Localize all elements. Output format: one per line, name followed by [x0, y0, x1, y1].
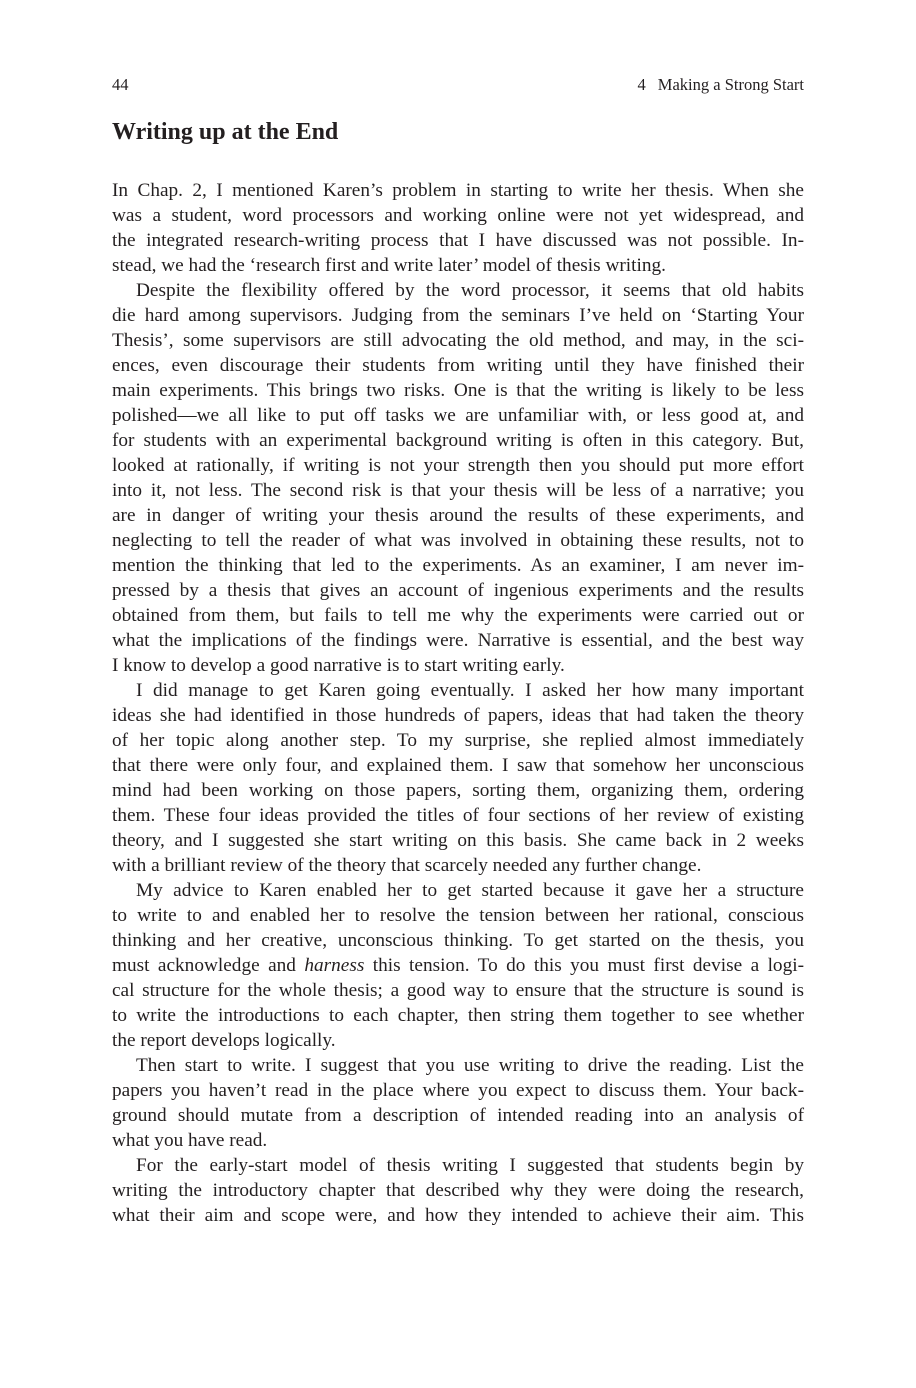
- text-line: them. These four ideas provided the titles of four sections of her review of existing: [112, 805, 804, 826]
- text-segment: this tension. To do this you must first devise a logi-: [364, 955, 804, 976]
- text-line: to write to and enabled her to resolve the tension between her rational, conscious: [112, 905, 804, 926]
- text-line: to write the introductions to each chapter, then string them together to see whether: [112, 1005, 804, 1026]
- chapter-title: Making a Strong Start: [657, 75, 804, 94]
- text-line: ideas she had identified in those hundreds of papers, ideas that had taken the theory: [112, 705, 804, 726]
- text-line: For the early-start model of thesis writing I suggested that students begin by: [136, 1155, 804, 1176]
- text-line: ground should mutate from a description of intended reading into an analysis of: [112, 1105, 804, 1126]
- text-line: the integrated research-writing process that I have discussed was not possible. In-: [112, 230, 804, 251]
- text-line: of her topic along another step. To my surprise, she replied almost immediately: [112, 730, 804, 751]
- text-line: for students with an experimental background writing is often in this category. But,: [112, 430, 804, 451]
- text-line: I did manage to get Karen going eventually. I asked her how many important: [136, 680, 804, 701]
- text-line: neglecting to tell the reader of what was involved in obtaining these results, not to: [112, 530, 804, 551]
- text-line: Despite the flexibility offered by the word processor, it seems that old habits: [136, 280, 804, 301]
- text-segment: must acknowledge and: [112, 955, 305, 976]
- text-line: obtained from them, but fails to tell me why the experiments were carried out or: [112, 605, 804, 626]
- text-line: In Chap. 2, I mentioned Karen’s problem in starting to write her thesis. When she: [112, 180, 804, 201]
- text-line: are in danger of writing your thesis around the results of these experiments, and: [112, 505, 804, 526]
- text-line: papers you haven’t read in the place where you expect to discuss them. Your back-: [112, 1080, 804, 1101]
- text-line: pressed by a thesis that gives an account of ingenious experiments and the results: [112, 580, 804, 601]
- text-line: into it, not less. The second risk is that your thesis will be less of a narrative; you: [112, 480, 804, 501]
- text-line: die hard among supervisors. Judging from the seminars I’ve held on ‘Starting Your: [112, 305, 804, 326]
- text-line-with-emphasis: [112, 953, 804, 978]
- text-line: was a student, word processors and working online were not yet widespread, and: [112, 205, 804, 226]
- paragraph-4: [112, 878, 804, 1053]
- page-number: 44: [112, 75, 129, 94]
- paragraph-6: [112, 1153, 804, 1228]
- text-line: thinking and her creative, unconscious thinking. To get started on the thesis, you: [112, 930, 804, 951]
- text-line: with a brilliant review of the theory that scarcely needed any further change.: [112, 855, 702, 876]
- text-line: looked at rationally, if writing is not your strength then you should put more effort: [112, 455, 804, 476]
- text-line: Thesis’, some supervisors are still advocating the old method, and may, in the sci-: [112, 330, 804, 351]
- section-heading: Writing up at the End: [112, 119, 339, 145]
- text-line: polished—we all like to put off tasks we are unfamiliar with, or less good at, and: [112, 405, 804, 426]
- text-line: theory, and I suggested she start writing on this basis. She came back in 2 weeks: [112, 830, 804, 851]
- text-line: the report develops logically.: [112, 1030, 336, 1051]
- text-line: My advice to Karen enabled her to get started because it gave her a structure: [136, 880, 804, 901]
- text-line: mention the thinking that led to the experiments. As an examiner, I am never im-: [112, 555, 804, 576]
- body-text: [112, 178, 804, 1228]
- text-line: cal structure for the whole thesis; a good way to ensure that the structure is sound is: [112, 980, 804, 1001]
- text-line: what their aim and scope were, and how they intended to achieve their aim. This: [112, 1205, 804, 1226]
- paragraph-1: [112, 178, 804, 278]
- paragraph-3: [112, 678, 804, 878]
- text-line: I know to develop a good narrative is to start writing early.: [112, 655, 565, 676]
- text-line: what you have read.: [112, 1130, 268, 1151]
- page-header: [112, 74, 804, 96]
- text-line: mind had been working on those papers, sorting them, organizing them, ordering: [112, 780, 804, 801]
- text-line: what the implications of the findings were. Narrative is essential, and the best way: [112, 630, 804, 651]
- text-line: that there were only four, and explained them. I saw that somehow her unconscious: [112, 755, 804, 776]
- emphasis-harness: harness: [304, 955, 365, 976]
- paragraph-2: [112, 278, 804, 678]
- text-line: main experiments. This brings two risks. One is that the writing is likely to be less: [112, 380, 804, 401]
- text-line: Then start to write. I suggest that you use writing to drive the reading. List the: [136, 1055, 804, 1076]
- running-head: [638, 74, 804, 96]
- chapter-number: 4: [637, 75, 646, 94]
- text-line: stead, we had the ‘research first and write later’ model of thesis writing.: [112, 255, 666, 276]
- text-line: ences, even discourage their students from writing until they have finished their: [112, 355, 804, 376]
- paragraph-5: [112, 1053, 804, 1153]
- text-line: writing the introductory chapter that described why they were doing the research,: [112, 1180, 804, 1201]
